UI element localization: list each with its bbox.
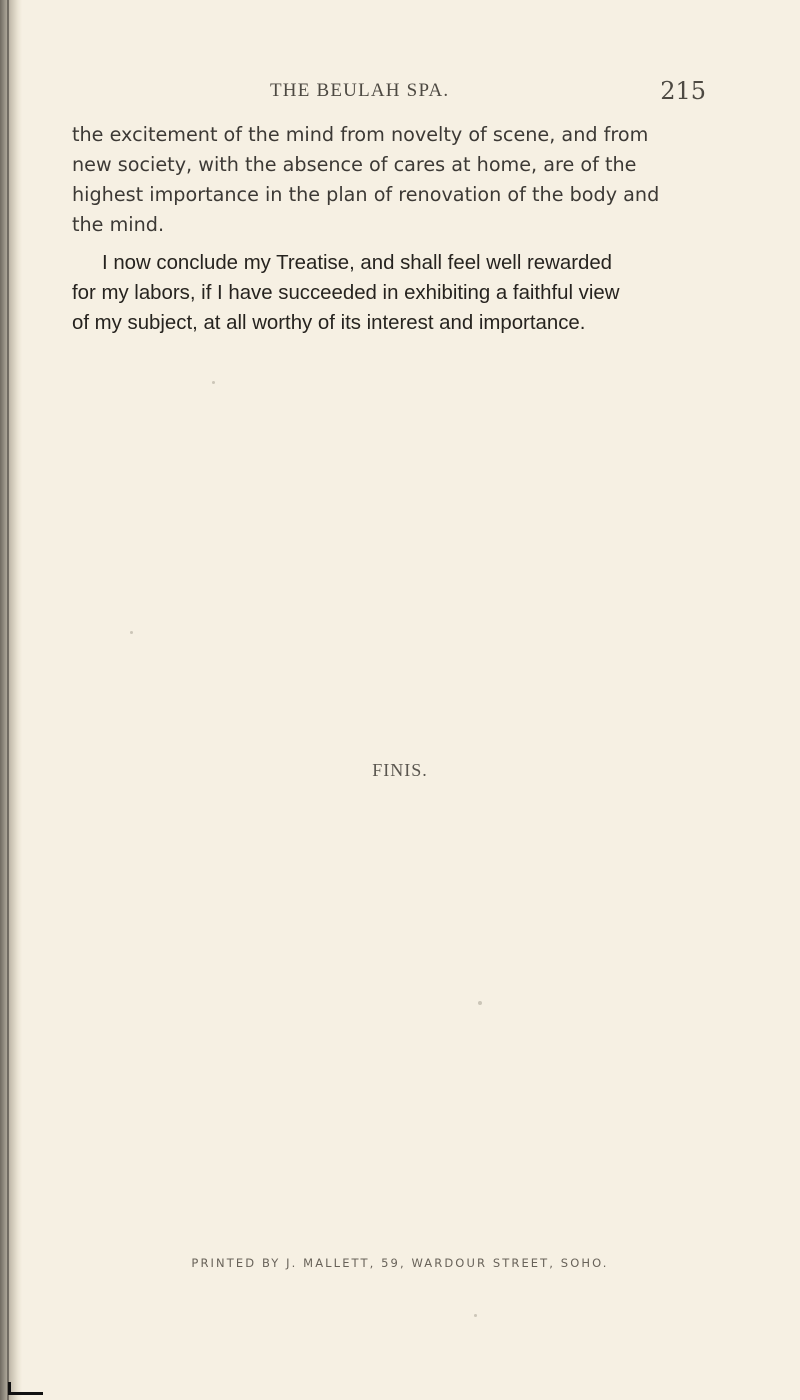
paper-speck <box>130 631 133 634</box>
text-line: the mind. <box>72 213 165 236</box>
text-line: highest importance in the plan of renovation of the body and <box>72 183 660 206</box>
running-head <box>72 77 706 110</box>
paper-speck <box>478 1001 482 1005</box>
text-line: for my labors, if I have succeeded in exhibiting a faithful view <box>72 282 620 304</box>
text-line: the excitement of the mind from novelty of scene, and from <box>72 123 649 146</box>
text-line: I now conclude my Treatise, and shall feel well rewarded <box>102 252 613 274</box>
paragraph-excitement <box>72 120 712 240</box>
printer-imprint: PRINTED BY J. MALLETT, 59, WARDOUR STREET, SOHO. <box>191 1256 609 1270</box>
paragraph-conclusion <box>72 248 712 338</box>
binding-edge <box>7 0 9 1400</box>
binding-corner-mark <box>8 1382 43 1395</box>
paper-speck <box>212 381 215 384</box>
finis-mark: FINIS. <box>372 760 428 780</box>
binding-shadow <box>0 0 22 1400</box>
running-title: THE BEULAH SPA. <box>270 80 450 101</box>
text-line: new society, with the absence of cares at home, are of the <box>72 153 637 176</box>
text-line: of my subject, at all worthy of its interest and importance. <box>72 312 586 334</box>
page-number: 215 <box>660 77 706 105</box>
paper-speck <box>474 1314 477 1317</box>
